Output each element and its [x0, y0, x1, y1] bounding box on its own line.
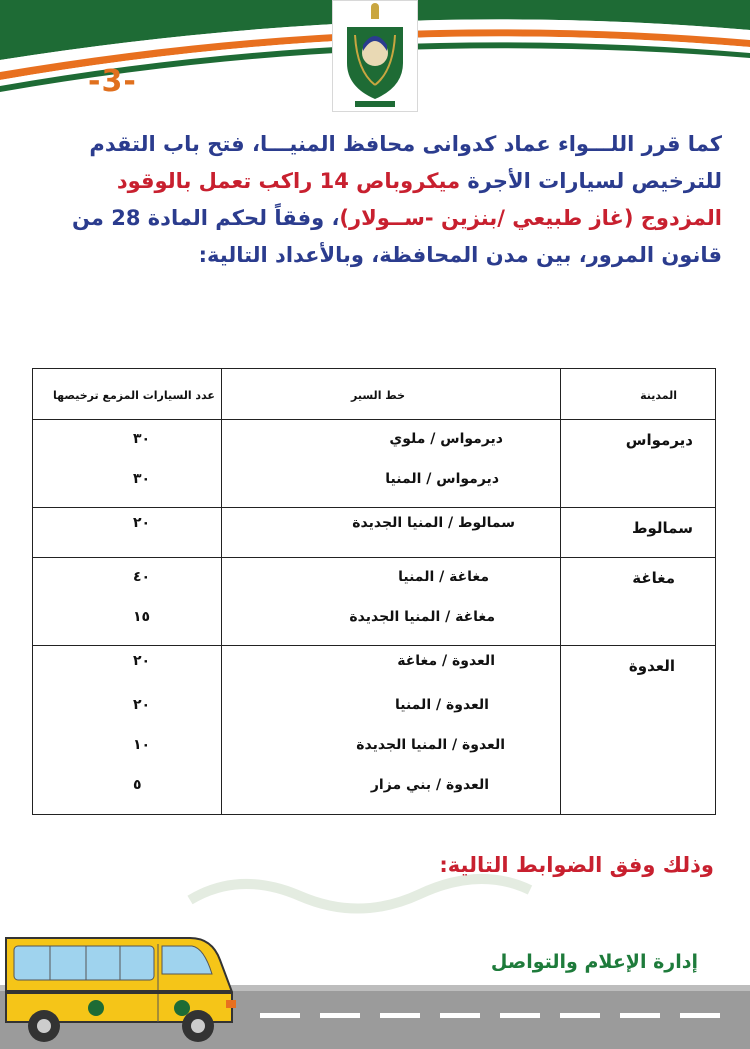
- intro-line-1: كما قرر اللـــواء عماد كدوانى محافظ المنيـــا، فتح باب التقدم: [89, 132, 722, 156]
- header-count: عدد السيارات المزمع ترخيصها: [53, 389, 215, 402]
- table-header: [33, 369, 715, 420]
- city-cell: العدوة: [628, 657, 675, 675]
- route-cell: العدوة / المنيا: [394, 697, 489, 713]
- count-cell: ٢٠: [133, 653, 151, 669]
- count-cell: ٥: [133, 777, 142, 793]
- count-cell: ٣٠: [133, 471, 151, 487]
- route-cell: مغاغة / المنيا الجديدة: [349, 609, 495, 625]
- group-separator: [33, 507, 715, 508]
- routes-table: [32, 368, 716, 815]
- intro-line-4: قانون المرور، بين مدن المحافظة، وبالأعداد التالية:: [198, 243, 722, 267]
- route-cell: ديرمواس / ملوي: [389, 431, 503, 447]
- city-cell: سمالوط: [631, 519, 693, 537]
- route-cell: العدوة / بني مزار: [370, 777, 489, 793]
- count-cell: ٤٠: [133, 569, 151, 585]
- route-cell: العدوة / مغاغة: [397, 653, 495, 669]
- conclusion-heading: وذلك وفق الضوابط التالية:: [439, 853, 714, 877]
- count-cell: ٣٠: [133, 431, 151, 447]
- route-cell: سمالوط / المنيا الجديدة: [352, 515, 515, 531]
- city-cell: مغاغة: [632, 569, 675, 587]
- count-cell: ٢٠: [133, 697, 151, 713]
- department-name: إدارة الإعلام والتواصل: [490, 951, 698, 973]
- page-number: -3-: [88, 64, 137, 99]
- intro-line-3-red: المزدوج (غاز طبيعي /بنزين -ســولار): [339, 206, 722, 230]
- column-divider-2: [221, 369, 222, 814]
- header-city: المدينة: [640, 389, 677, 402]
- governorate-logo: [332, 0, 418, 112]
- city-cell: ديرمواس: [625, 431, 693, 449]
- count-cell: ٢٠: [133, 515, 151, 531]
- group-separator: [33, 645, 715, 646]
- route-cell: مغاغة / المنيا: [398, 569, 489, 585]
- intro-line-3-blue: ، وفقاً لحكم المادة 28 من: [72, 206, 340, 230]
- intro-line-2-red: ميكروباص 14 راكب تعمل بالوقود: [116, 169, 461, 193]
- intro-line-2-blue: للترخيص لسيارات الأجرة: [460, 169, 722, 193]
- column-divider-1: [560, 369, 561, 814]
- route-cell: العدوة / المنيا الجديدة: [356, 737, 505, 753]
- count-cell: ١٠: [133, 737, 151, 753]
- group-separator: [33, 557, 715, 558]
- intro-line-2: [22, 163, 722, 200]
- intro-line-3: [22, 200, 722, 237]
- bus-illustration: [0, 930, 250, 1045]
- header-route: خط السير: [351, 389, 405, 402]
- intro-paragraph: [22, 126, 722, 274]
- count-cell: ١٥: [133, 609, 151, 625]
- route-cell: ديرمواس / المنيا: [385, 471, 499, 487]
